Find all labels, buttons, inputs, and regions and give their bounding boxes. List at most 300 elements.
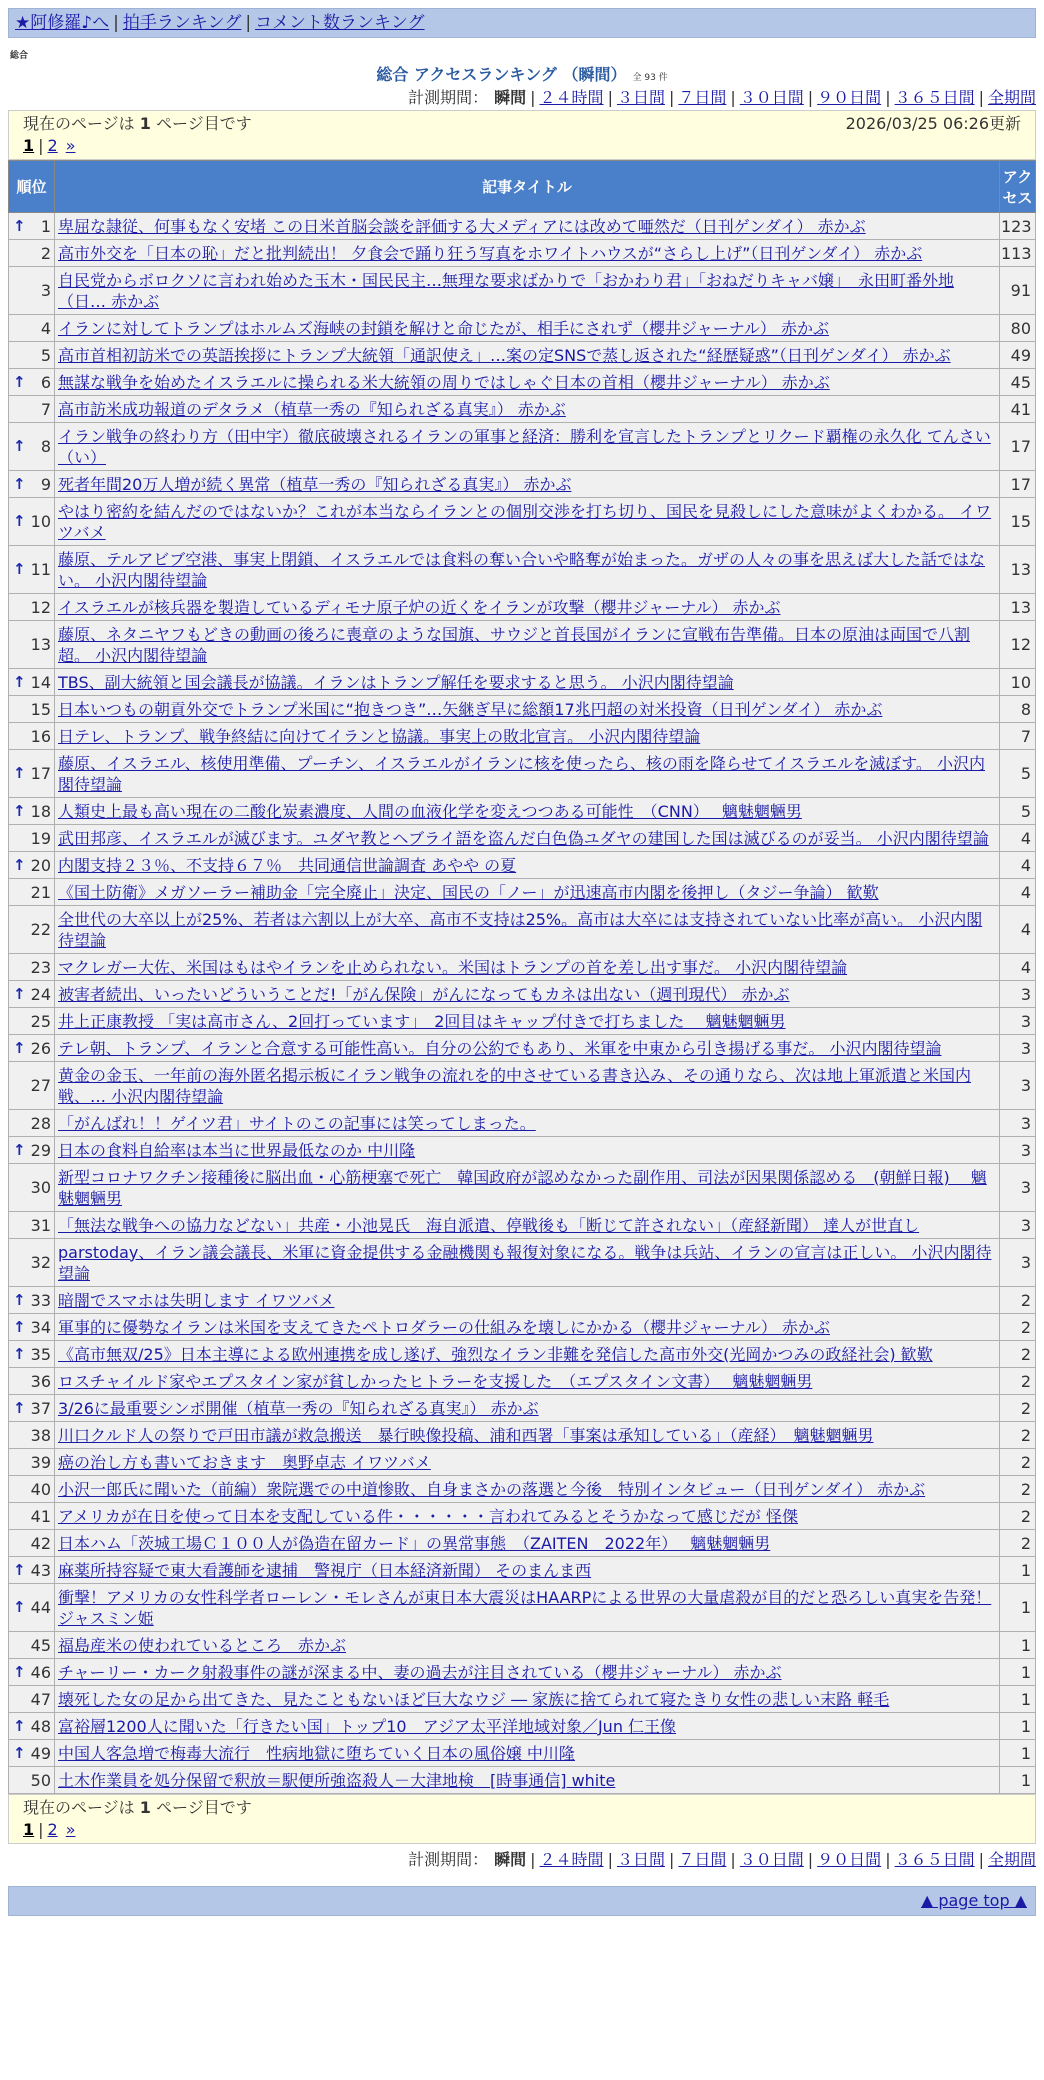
rank-up-arrow-icon: ↑ (13, 1598, 26, 1616)
access-count: 3 (1000, 1062, 1036, 1110)
title-cell (55, 621, 1000, 669)
period-link[interactable]: 全期間 (987, 1850, 1036, 1869)
rank-cell (9, 696, 55, 723)
rank-up-arrow-icon: ↑ (13, 1398, 26, 1417)
article-link[interactable]: 「がんばれ！！ゲイツ君」サイトのこの記事には笑ってしまった。 (58, 1113, 536, 1133)
access-count: 1 (1000, 1740, 1036, 1767)
article-link[interactable]: 被害者続出、いったいどういうことだ!「がん保険」がんになってもカネは出ない（週刊現代） 赤かぶ (58, 984, 790, 1004)
rank-cell (9, 267, 55, 315)
article-link[interactable]: チャーリー・カーク射殺事件の謎が深まる中、妻の過去が注目されている（櫻井ジャーナル） 赤かぶ (58, 1662, 782, 1682)
period-separator: | (978, 1850, 984, 1869)
pager-page-link[interactable]: 2 (47, 1820, 58, 1839)
table-row (9, 1287, 1036, 1314)
title-cell (55, 1530, 1000, 1557)
access-count: 4 (1000, 906, 1036, 954)
rank-number: 32 (30, 1253, 51, 1272)
period-link[interactable]: ２４時間 (539, 88, 604, 107)
title-cell (55, 240, 1000, 267)
period-link[interactable]: 全期間 (987, 88, 1036, 107)
rank-cell (9, 1212, 55, 1239)
table-row (9, 1422, 1036, 1449)
ranking-title: 総合 アクセスランキング （瞬間） (376, 65, 627, 84)
rank-cell (9, 369, 55, 396)
title-cell (55, 1239, 1000, 1287)
rank-number: 20 (30, 855, 51, 875)
table-row (9, 396, 1036, 423)
rank-cell (9, 1035, 55, 1062)
article-link[interactable]: 高市首相初訪米での英語挨拶にトランプ大統領「通訳使え」…案の定SNSで蒸し返された“経歴疑惑”（日刊ゲンダイ） 赤かぶ (58, 345, 951, 365)
rank-number: 48 (30, 1716, 51, 1736)
access-count: 17 (1000, 423, 1036, 471)
updated-timestamp: 2026/03/25 06:26更新 (845, 114, 1021, 133)
title-cell (55, 213, 1000, 240)
rank-cell (9, 1395, 55, 1422)
table-row (9, 1530, 1036, 1557)
table-row (9, 1008, 1036, 1035)
rank-number: 21 (30, 882, 51, 902)
table-row (9, 342, 1036, 369)
article-link[interactable]: 死者年間20万人増が続く異常（植草一秀の『知られざる真実』） 赤かぶ (58, 474, 572, 494)
table-row (9, 1164, 1036, 1212)
period-link[interactable]: ３日間 (616, 88, 665, 107)
article-link[interactable]: 武田邦彦、イスラエルが滅びます。ユダヤ教とヘブライ語を盗んだ白色偽ユダヤの建国した国は滅びるのが妥当。 小沢内閣待望論 (58, 828, 989, 848)
rank-cell (9, 471, 55, 498)
access-header: アクセス (1000, 161, 1036, 213)
nav-separator: | (245, 13, 252, 33)
rank-up-arrow-icon: ↑ (13, 984, 26, 1003)
home-link[interactable]: ★阿修羅♪へ (15, 13, 110, 33)
article-link[interactable]: 無謀な戦争を始めたイスラエルに操られる米大統領の周りではしゃぐ日本の首相（櫻井ジャーナル） 赤かぶ (58, 372, 830, 392)
period-separator: | (530, 88, 536, 107)
table-row (9, 1314, 1036, 1341)
table-row (9, 240, 1036, 267)
article-link[interactable]: 日テレ、トランプ、戦争終結に向けてイランと協議。事実上の敗北宣言。 小沢内閣待望論 (58, 726, 701, 746)
clap-ranking-link[interactable]: 拍手ランキング (122, 13, 242, 33)
total-count: 全 93 件 (632, 73, 668, 83)
access-count: 13 (1000, 594, 1036, 621)
period-link[interactable]: ９０日間 (817, 1850, 882, 1869)
rank-cell (9, 1314, 55, 1341)
title-cell (55, 1287, 1000, 1314)
title-cell (55, 267, 1000, 315)
title-cell (55, 369, 1000, 396)
comment-ranking-link[interactable]: コメント数ランキング (255, 13, 425, 33)
rank-cell (9, 396, 55, 423)
period-separator: | (807, 88, 814, 107)
access-count: 49 (1000, 342, 1036, 369)
access-count: 1 (1000, 1557, 1036, 1584)
rank-number: 38 (30, 1425, 51, 1445)
rank-cell (9, 594, 55, 621)
article-link[interactable]: TBS、副大統領と国会議長が協議。イランはトランプ解任を要求すると思う。 小沢内閣待望論 (58, 672, 734, 692)
rank-number: 30 (30, 1178, 51, 1197)
rank-cell (9, 1110, 55, 1137)
rank-cell (9, 1584, 55, 1632)
title-cell (55, 498, 1000, 546)
title-cell (55, 1035, 1000, 1062)
title-cell (55, 1584, 1000, 1632)
title-header: 記事タイトル (55, 161, 1000, 213)
title-cell (55, 1632, 1000, 1659)
rank-number: 17 (30, 764, 51, 783)
period-link[interactable]: ３６５日間 (894, 88, 975, 107)
article-link[interactable]: 小沢一郎氏に聞いた（前編）衆院選での中道惨敗、自身まさかの落選と今後 特別インタビュー（日刊ゲンダイ） 赤かぶ (58, 1479, 926, 1499)
period-separator: | (885, 88, 891, 107)
article-link[interactable]: 卑屈な隷従、何事もなく安堵 この日米首脳会談を評価する大メディアには改めて唖然だ（日刊ゲンダイ） 赤かぶ (58, 216, 866, 236)
title-cell (55, 1740, 1000, 1767)
period-current: 瞬間 (494, 88, 527, 107)
period-separator: | (668, 1850, 675, 1869)
title-cell (55, 1110, 1000, 1137)
rank-number: 37 (30, 1398, 51, 1418)
access-count: 5 (1000, 750, 1036, 798)
rank-cell (9, 669, 55, 696)
table-row (9, 1212, 1036, 1239)
access-count: 3 (1000, 1164, 1036, 1212)
article-link[interactable]: やはり密約を結んだのではないか？これが本当ならイランとの個別交渉を打ち切り、国民を見殺しにした意味がよくわかる。 イワツバメ (58, 501, 992, 542)
article-link[interactable]: 人類史上最も高い現在の二酸化炭素濃度、人間の血液化学を変えつつある可能性 （CNN） 魑魅魍魎男 (58, 801, 802, 821)
rank-number: 35 (30, 1344, 51, 1364)
article-link[interactable]: 川口クルド人の祭りで戸田市議が救急搬送 暴行映像投稿、浦和西署「事案は承知している」（産経） 魑魅魍魎男 (58, 1425, 874, 1445)
page-suffix: ページ目です (150, 114, 252, 133)
rank-up-arrow-icon: ↑ (13, 1140, 26, 1159)
page-prefix: 現在のページは (23, 1798, 140, 1817)
title-cell (55, 954, 1000, 981)
access-count: 3 (1000, 1035, 1036, 1062)
rank-number: 44 (30, 1598, 51, 1617)
rank-number: 46 (30, 1662, 51, 1682)
rank-number: 28 (30, 1113, 51, 1133)
period-items (494, 1850, 1036, 1869)
article-link[interactable]: 全世代の大卒以上が25%、若者は六割以上が大卒、高市不支持は25%。高市は大卒には支持されていない比率が高い。 小沢内閣待望論 (58, 909, 983, 950)
article-link[interactable]: 藤原、テルアビブ空港、事実上閉鎖、イスラエルでは食料の奪い合いや略奪が始まった。ガザの人々の事を思えば大した話ではない。 小沢内閣待望論 (58, 549, 986, 590)
title-cell (55, 594, 1000, 621)
article-link[interactable]: 自民党からボロクソに言われ始めた玉木・国民民主…無理な要求ばかりで「おかわり君」「おねだりキャバ嬢」 永田町番外地（日… 赤かぶ (58, 270, 955, 311)
table-row (9, 498, 1036, 546)
access-count: 91 (1000, 267, 1036, 315)
article-link[interactable]: 富裕層1200人に聞いた「行きたい国」トップ10 アジア太平洋地域対象／Jun 仁王像 (58, 1716, 677, 1736)
rank-number: 6 (40, 372, 51, 392)
ranking-rows (9, 213, 1036, 1794)
table-row (9, 825, 1036, 852)
table-row (9, 1341, 1036, 1368)
article-link[interactable]: 麻薬所持容疑で東大看護師を逮捕 警視庁（日本経済新聞） そのまんま西 (58, 1560, 592, 1580)
title-cell (55, 1341, 1000, 1368)
article-link[interactable]: 藤原、ネタニヤフもどきの動画の後ろに喪章のような国旗、サウジと首長国がイランに宣戦布告準備。日本の原油は両国で八割超。 小沢内閣待望論 (58, 624, 971, 665)
article-link[interactable]: 中国人客急増で梅毒大流行 性病地獄に堕ちていく日本の風俗嬢 中川隆 (58, 1743, 575, 1763)
title-cell (55, 750, 1000, 798)
rank-cell (9, 954, 55, 981)
table-row (9, 1503, 1036, 1530)
access-count: 10 (1000, 669, 1036, 696)
access-count: 4 (1000, 879, 1036, 906)
current-page-text (23, 113, 252, 135)
rank-cell (9, 315, 55, 342)
table-row (9, 906, 1036, 954)
rank-up-arrow-icon: ↑ (13, 1038, 26, 1057)
rank-cell (9, 1740, 55, 1767)
article-link[interactable]: 土木作業員を処分保留で釈放＝駅便所強盗殺人－大津地検 [時事通信] white (58, 1770, 616, 1790)
title-cell (55, 315, 1000, 342)
page-prefix: 現在のページは (23, 114, 140, 133)
rank-cell (9, 1659, 55, 1686)
rank-number: 23 (30, 957, 51, 977)
article-link[interactable]: 内閣支持２３％、不支持６７％ 共同通信世論調査 あやや の夏 (58, 855, 517, 875)
title-cell (55, 1713, 1000, 1740)
table-row (9, 798, 1036, 825)
article-link[interactable]: 新型コロナワクチン接種後に脳出血・心筋梗塞で死亡 韓国政府が認めなかった副作用、司法が因果関係認める (朝鮮日報) 魑魅魍魎男 (58, 1167, 987, 1208)
rank-number: 39 (30, 1452, 51, 1472)
article-link[interactable]: 高市外交を「日本の恥」だと批判続出！ 夕食会で踊り狂う写真をホワイトハウスが“さらし上げ”（日刊ゲンダイ） 赤かぶ (58, 243, 923, 263)
table-row (9, 1713, 1036, 1740)
access-count: 113 (1000, 240, 1036, 267)
access-count: 3 (1000, 1110, 1036, 1137)
access-count: 2 (1000, 1449, 1036, 1476)
rank-up-arrow-icon: ↑ (13, 1317, 26, 1336)
rank-number: 12 (30, 597, 51, 617)
period-separator: | (730, 1850, 736, 1869)
rank-cell (9, 1503, 55, 1530)
table-row (9, 1449, 1036, 1476)
access-count: 2 (1000, 1368, 1036, 1395)
table-row (9, 669, 1036, 696)
title-cell (55, 1062, 1000, 1110)
table-row (9, 1557, 1036, 1584)
rank-number: 24 (30, 984, 51, 1004)
rank-number: 15 (30, 699, 51, 719)
access-count: 3 (1000, 1137, 1036, 1164)
title-cell (55, 669, 1000, 696)
rank-up-arrow-icon: ↑ (13, 1344, 26, 1363)
period-label: 計測期間： (408, 88, 489, 107)
table-row (9, 1395, 1036, 1422)
article-link[interactable]: アメリカが在日を使って日本を支配している件・・・・・・言われてみるとそうかなって感じだが 怪傑 (58, 1506, 798, 1526)
article-link[interactable]: 軍事的に優勢なイランは米国を支えてきたペトロダラーの仕組みを壊しにかかる（櫻井ジャーナル） 赤かぶ (58, 1317, 830, 1337)
rank-number: 10 (30, 512, 51, 531)
article-link[interactable]: 日本の食料自給率は本当に世界最低なのか 中川隆 (58, 1140, 416, 1160)
page-title (8, 64, 1036, 86)
period-items (494, 88, 1036, 107)
rank-number: 43 (30, 1560, 51, 1580)
access-count: 80 (1000, 315, 1036, 342)
rank-cell (9, 1767, 55, 1794)
period-link[interactable]: ２４時間 (539, 1850, 604, 1869)
access-count: 45 (1000, 369, 1036, 396)
article-link[interactable]: 《高市無双/25》日本主導による欧州連携を成し遂げ、強烈なイラン非難を発信した高市外交(光岡かつみの政経社会) 歓歎 (58, 1344, 933, 1364)
period-link[interactable]: ９０日間 (817, 88, 882, 107)
article-link[interactable]: 藤原、イスラエル、核使用準備、プーチン、イスラエルがイランに核を使ったら、核の雨を降らせてイスラエルを滅ぼす。 小沢内閣待望論 (58, 753, 986, 794)
current-page-text (23, 1797, 252, 1819)
rank-number: 42 (30, 1533, 51, 1553)
table-row (9, 879, 1036, 906)
access-count: 3 (1000, 981, 1036, 1008)
article-link[interactable]: 暗闇でスマホは失明します イワツバメ (58, 1290, 335, 1310)
rank-up-arrow-icon: ↑ (13, 855, 26, 874)
pager-separator: | (38, 1820, 44, 1839)
rank-cell (9, 342, 55, 369)
table-row (9, 594, 1036, 621)
article-link[interactable]: 壊死した女の足から出てきた、見たこともないほど巨大なウジ ― 家族に捨てられて寝たきり女性の悲しい末路 軽毛 (58, 1689, 890, 1709)
access-count: 2 (1000, 1341, 1036, 1368)
rank-cell (9, 213, 55, 240)
access-count: 41 (1000, 396, 1036, 423)
rank-number: 36 (30, 1371, 51, 1391)
access-count: 1 (1000, 1632, 1036, 1659)
title-cell (55, 1137, 1000, 1164)
footer-bar (8, 1886, 1036, 1916)
rank-number: 25 (30, 1011, 51, 1031)
pager-page-link[interactable]: 2 (47, 136, 58, 155)
rank-cell (9, 879, 55, 906)
top-nav-bar (8, 8, 1036, 38)
access-count: 2 (1000, 1530, 1036, 1557)
rank-number: 49 (30, 1743, 51, 1763)
period-separator: | (607, 1850, 613, 1869)
article-link[interactable]: 3/26に最重要シンポ開催（植草一秀の『知られざる真実』） 赤かぶ (58, 1398, 539, 1418)
access-count: 7 (1000, 723, 1036, 750)
table-row (9, 723, 1036, 750)
access-count: 2 (1000, 1314, 1036, 1341)
pager-top (23, 135, 1021, 157)
article-link[interactable]: 癌の治し方も書いておきます 奥野卓志 イワツバメ (58, 1452, 431, 1472)
table-row (9, 621, 1036, 669)
rank-up-arrow-icon: ↑ (13, 1716, 26, 1735)
access-count: 4 (1000, 954, 1036, 981)
rank-cell (9, 1008, 55, 1035)
rank-up-arrow-icon: ↑ (13, 437, 26, 455)
article-link[interactable]: 日本いつもの朝貢外交でトランプ米国に“抱きつき”…矢継ぎ早に総額17兆円超の対米投資（日刊ゲンダイ） 赤かぶ (58, 699, 883, 719)
article-link[interactable]: イスラエルが核兵器を製造しているディモナ原子炉の近くをイランが攻撃（櫻井ジャーナル） 赤かぶ (58, 597, 781, 617)
rank-number: 22 (30, 920, 51, 939)
article-link[interactable]: ロスチャイルド家やエプスタイン家が貧しかったヒトラーを支援した （エプスタイン文書） 魑魅魍魎男 (58, 1371, 813, 1391)
period-link[interactable]: ３０日間 (739, 1850, 804, 1869)
title-cell (55, 981, 1000, 1008)
article-link[interactable]: 高市訪米成功報道のデタラメ（植草一秀の『知られざる真実』） 赤かぶ (58, 399, 566, 419)
period-separator: | (807, 1850, 814, 1869)
table-row (9, 1368, 1036, 1395)
article-link[interactable]: イランに対してトランプはホルムズ海峡の封鎖を解けと命じたが、相手にされず（櫻井ジャーナル） 赤かぶ (58, 318, 830, 338)
rank-up-arrow-icon: ↑ (13, 1560, 26, 1579)
table-row (9, 315, 1036, 342)
title-cell (55, 825, 1000, 852)
article-link[interactable]: 日本ハム「茨城工場Ｃ１００人が偽造在留カード」の異常事態 （ZAITEN 2022年） 魑魅魍魎男 (58, 1533, 771, 1553)
period-separator: | (530, 1850, 536, 1869)
rank-number: 33 (30, 1290, 51, 1310)
title-cell (55, 546, 1000, 594)
article-link[interactable]: マクレガー大佐、米国はもはやイランを止められない。米国はトランプの首を差し出す事だ。 小沢内閣待望論 (58, 957, 848, 977)
access-count: 8 (1000, 696, 1036, 723)
table-row (9, 1740, 1036, 1767)
pager-next-link[interactable]: » (65, 136, 76, 155)
title-cell (55, 1503, 1000, 1530)
rank-cell (9, 852, 55, 879)
page-info-top (8, 110, 1036, 160)
rank-number: 31 (30, 1215, 51, 1235)
rank-up-arrow-icon: ↑ (13, 512, 26, 530)
period-link[interactable]: ３６５日間 (894, 1850, 975, 1869)
title-cell (55, 1368, 1000, 1395)
title-cell (55, 798, 1000, 825)
table-row (9, 1659, 1036, 1686)
article-link[interactable]: テレ朝、トランプ、イランと合意する可能性高い。自分の公約でもあり、米軍を中東から引き揚げる事だ。 小沢内閣待望論 (58, 1038, 942, 1058)
rank-up-arrow-icon: ↑ (13, 1290, 26, 1309)
period-link[interactable]: ７日間 (678, 1850, 727, 1869)
title-cell (55, 1476, 1000, 1503)
access-count: 1 (1000, 1686, 1036, 1713)
rank-cell (9, 1476, 55, 1503)
rank-cell (9, 750, 55, 798)
article-link[interactable]: 「無法な戦争への協力などない」共産・小池晃氏 海自派遣、停戦後も「断じて許されない」（産経新聞） 達人が世直し (58, 1215, 920, 1235)
access-count: 2 (1000, 1476, 1036, 1503)
rank-up-arrow-icon: ↑ (13, 764, 26, 782)
article-link[interactable]: 黄金の金玉、一年前の海外匿名掲示板にイラン戦争の流れを的中させている書き込み、その通りなら、次は地上軍派遣と米国内戦、… 小沢内閣待望論 (58, 1065, 971, 1106)
period-link[interactable]: ３０日間 (739, 88, 804, 107)
pager-next-link[interactable]: » (65, 1820, 76, 1839)
rank-cell (9, 1686, 55, 1713)
table-row (9, 750, 1036, 798)
table-row (9, 981, 1036, 1008)
rank-number: 45 (30, 1635, 51, 1655)
title-cell (55, 906, 1000, 954)
rank-cell (9, 240, 55, 267)
table-row (9, 1035, 1036, 1062)
access-count: 3 (1000, 1212, 1036, 1239)
rank-cell (9, 906, 55, 954)
table-row (9, 1110, 1036, 1137)
title-cell (55, 1164, 1000, 1212)
rank-number: 50 (30, 1770, 51, 1790)
access-count: 4 (1000, 852, 1036, 879)
rank-number: 26 (30, 1038, 51, 1058)
title-cell (55, 1008, 1000, 1035)
table-row (9, 1584, 1036, 1632)
page-number: 1 (139, 1798, 151, 1817)
title-cell (55, 1395, 1000, 1422)
rank-up-arrow-icon: ↑ (13, 1662, 26, 1681)
article-link[interactable]: 衝撃！アメリカの女性科学者ローレン・モレさんが東日本大震災はHAARPによる世界の大量虐殺が目的だと恐ろしい真実を告発！ ジャスミン姫 (58, 1587, 992, 1628)
rank-number: 18 (30, 801, 51, 821)
article-link[interactable]: 井上正康教授 「実は高市さん、2回打っています」 2回目はキャップ付きで打ちました 魑魅魍魎男 (58, 1011, 786, 1031)
table-row (9, 954, 1036, 981)
period-separator: | (607, 88, 613, 107)
title-cell (55, 696, 1000, 723)
title-cell (55, 1422, 1000, 1449)
rank-cell (9, 1449, 55, 1476)
table-row (9, 1686, 1036, 1713)
rank-up-arrow-icon: ↑ (13, 372, 26, 391)
article-link[interactable]: 《国土防衛》メガソーラー補助金「完全廃止」決定、国民の「ノー」が迅速高市内閣を後押し（タジー争論） 歓歎 (58, 882, 879, 902)
table-row (9, 546, 1036, 594)
page-top-link[interactable]: ▲ page top ▲ (920, 1891, 1027, 1910)
period-link[interactable]: ３日間 (616, 1850, 665, 1869)
rank-up-arrow-icon: ↑ (13, 672, 26, 691)
access-count: 2 (1000, 1422, 1036, 1449)
period-link[interactable]: ７日間 (678, 88, 727, 107)
table-row (9, 369, 1036, 396)
rank-number: 29 (30, 1140, 51, 1160)
article-link[interactable]: イラン戦争の終わり方（田中宇）徹底破壊されるイランの軍事と経済：勝利を宣言したトランプとリクード覇権の永久化 てんさい（い） (58, 426, 991, 467)
title-cell (55, 1212, 1000, 1239)
rank-cell (9, 1062, 55, 1110)
period-selector-bottom (8, 1848, 1036, 1872)
rank-cell (9, 1137, 55, 1164)
title-cell (55, 1659, 1000, 1686)
access-count: 3 (1000, 1239, 1036, 1287)
article-link[interactable]: 福島産米の使われているところ 赤かぶ (58, 1635, 347, 1655)
title-cell (55, 852, 1000, 879)
article-link[interactable]: parstoday、イラン議会議長、米軍に資金提供する金融機関も報復対象になる。戦争は兵站、イランの宣言は正しい。 小沢内閣待望論 (58, 1242, 992, 1283)
rank-number: 27 (30, 1076, 51, 1095)
